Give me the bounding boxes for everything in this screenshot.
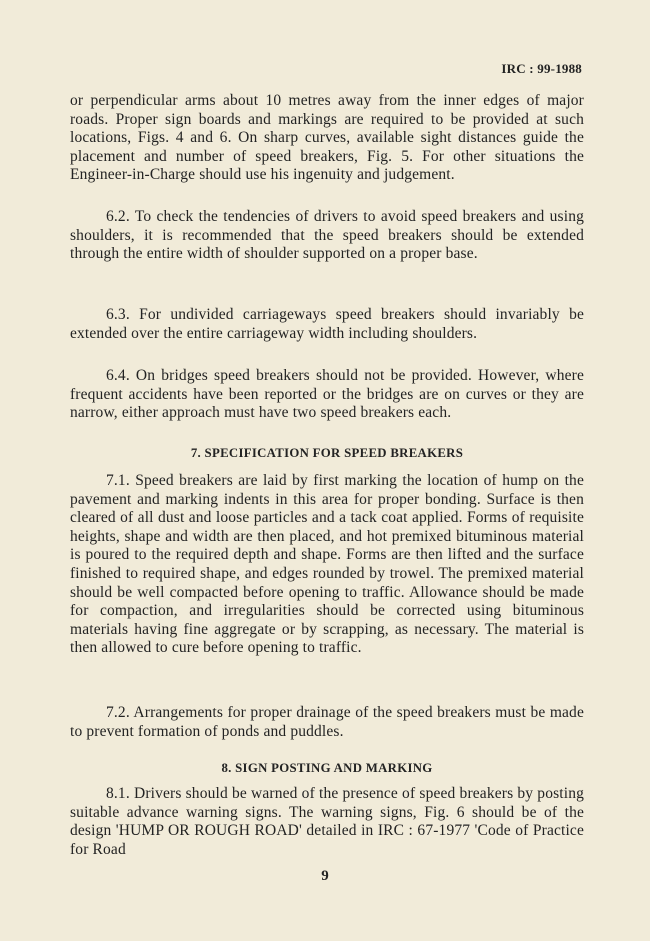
paragraph-6-4: 6.4. On bridges speed breakers should not be provided. However, where frequent accidents have been reported or the bridges are on curves or they are narrow, either approach must have two speed breakers each. <box>70 367 584 422</box>
paragraph-7-2: 7.2. Arrangements for proper drainage of the speed breakers must be made to prevent formation of ponds and puddles. <box>70 704 584 740</box>
section-heading-7: 7. SPECIFICATION FOR SPEED BREAKERS <box>190 446 464 460</box>
paragraph-6-3: 6.3. For undivided carriageways speed breakers should invariably be extended over the entire carriageway width including shoulders. <box>70 306 584 342</box>
paragraph-7-1: 7.1. Speed breakers are laid by first marking the location of hump on the pavement and marking indents in this area for proper bonding. Surface is then cleared of all dust and loose particles and a tack coat applied. Forms of requisite heights, shape and width are then placed, and hot premixed bituminous material is poured to the required depth and shape. Forms are then lifted and the surface finished to required shape, and edges rounded by trowel. The premixed material should be well compacted before opening to traffic. Allowance should be made for compaction, and irregularities should be corrected using bituminous materials having fine aggregate or by scrapping, as necessary. The material is then allowed to cure before opening to traffic. <box>70 472 584 657</box>
paragraph-8-1: 8.1. Drivers should be warned of the presence of speed breakers by posting suitable advance warning signs. The warning signs, Fig. 6 should be of the design 'HUMP OR ROUGH ROAD' detailed in IRC : 67-1977 'Code of Practice for Road <box>70 785 584 858</box>
section-heading-8: 8. SIGN POSTING AND MARKING <box>221 761 433 775</box>
page-number: 9 <box>321 868 329 884</box>
paragraph-continuation: or perpendicular arms about 10 metres away from the inner edges of major roads. Proper sign boards and markings are required to be provided at such locations, Figs. 4 and 6. On sharp curves, available sight distances guide the placement and number of speed breakers, Fig. 5. For other situations the Engineer-in-Charge should use his ingenuity and judgement. <box>70 92 584 184</box>
document-reference: IRC : 99-1988 <box>501 61 582 76</box>
paragraph-6-2: 6.2. To check the tendencies of drivers to avoid speed breakers and using shoulders, it is recommended that the speed breakers should be extended through the entire width of shoulder supported on a proper base. <box>70 208 584 263</box>
